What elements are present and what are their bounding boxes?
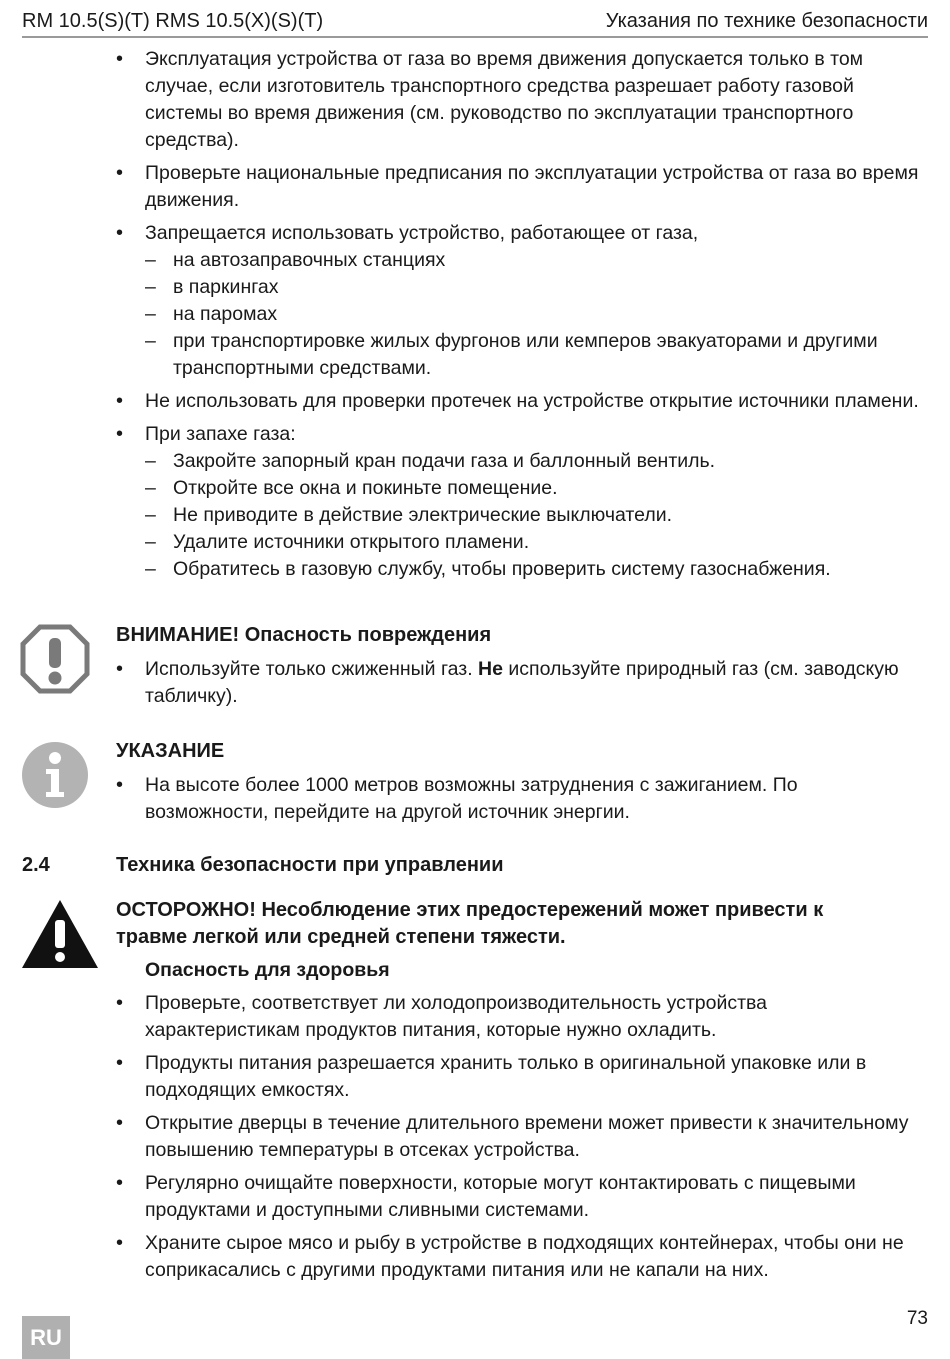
language-badge: RU [22, 1316, 70, 1359]
sub-list-item: – на автозаправочных станциях [145, 247, 926, 274]
attention-text-bold: Не [478, 658, 503, 680]
page-header [22, 6, 928, 38]
sub-list-item: – Удалите источники открытого пламени. [145, 529, 926, 556]
section-title: Указания по технике безопасности [605, 10, 928, 32]
caution-list [116, 990, 926, 1290]
model-name: RM 10.5(S)(T) RMS 10.5(X)(S)(T) [22, 10, 324, 32]
sub-list-item: – Откройте все окна и покиньте помещение. [145, 475, 926, 502]
section-number: 2.4 [22, 854, 50, 876]
warning-triangle-icon [20, 898, 100, 970]
list-item: • На высоте более 1000 метров возможны затруднения с зажиганием. По возможности, перейдите на другой источник энергии. [116, 772, 926, 826]
section-heading: Техника безопасности при управлении [116, 854, 504, 876]
attention-octagon-icon [20, 624, 90, 694]
attention-text-rest: используйте природный газ (см. заводскую табличку). [145, 658, 899, 707]
list-item: • Проверьте, соответствует ли холодопроизводительность устройства характеристикам продуктов питания, которые нужно охладить. [116, 990, 926, 1044]
sub-list-item: – в паркингах [145, 274, 926, 301]
list-item [116, 421, 926, 583]
list-item [116, 220, 926, 382]
attention-text: Используйте только сжиженный газ. [145, 658, 479, 680]
attention-title: ВНИМАНИЕ! Опасность повреждения [116, 624, 492, 646]
sub-list-item: – при транспортировке жилых фургонов или кемперов эвакуаторами и другими транспортными средствами. [145, 328, 926, 382]
sub-list-item: – Не приводите в действие электрические выключатели. [145, 502, 926, 529]
list-item: • Продукты питания разрешается хранить только в оригинальной упаковке или в подходящих емкостях. [116, 1050, 926, 1104]
sub-list-item: – на паромах [145, 301, 926, 328]
list-item: • Не использовать для проверки протечек на устройстве открытие источники пламени. [116, 388, 926, 415]
list-item-text: Запрещается использовать устройство, работающее от газа, [145, 222, 699, 244]
list-item-text: При запахе газа: [145, 423, 296, 445]
sub-list-item: – Закройте запорный кран подачи газа и баллонный вентиль. [145, 448, 926, 475]
caution-title: ОСТОРОЖНО! Несоблюдение этих предостережений может привести к травме легкой или средней степени тяжести. [116, 899, 824, 948]
page-number: 73 [906, 1308, 928, 1329]
list-item: • Открытие дверцы в течение длительного времени может привести к значительному повышению температуры в отсеках устройства. [116, 1110, 926, 1164]
attention-list [116, 656, 926, 716]
list-item: • Храните сырое мясо и рыбу в устройстве в подходящих контейнерах, чтобы они не соприкасались с другими продуктами питания или не капали на них. [116, 1230, 926, 1284]
gas-rules-list [116, 46, 926, 589]
note-title: УКАЗАНИЕ [116, 740, 225, 762]
info-icon [22, 742, 88, 808]
list-item: • Проверьте национальные предписания по эксплуатации устройства от газа во время движения. [116, 160, 926, 214]
sub-list [145, 247, 926, 382]
sub-list [145, 448, 926, 583]
list-item: • Эксплуатация устройства от газа во время движения допускается только в том случае, если изготовитель транспортного средства разрешает работу газовой системы во время движения (см. руководство по эксплуатации транспортного средства). [116, 46, 926, 154]
sub-list-item: – Обратитесь в газовую службу, чтобы проверить систему газоснабжения. [145, 556, 926, 583]
note-list [116, 772, 926, 832]
list-item [116, 656, 926, 710]
list-item: • Регулярно очищайте поверхности, которые могут контактировать с пищевыми продуктами и доступными сливными системами. [116, 1170, 926, 1224]
caution-subtitle: Опасность для здоровья [145, 959, 390, 981]
